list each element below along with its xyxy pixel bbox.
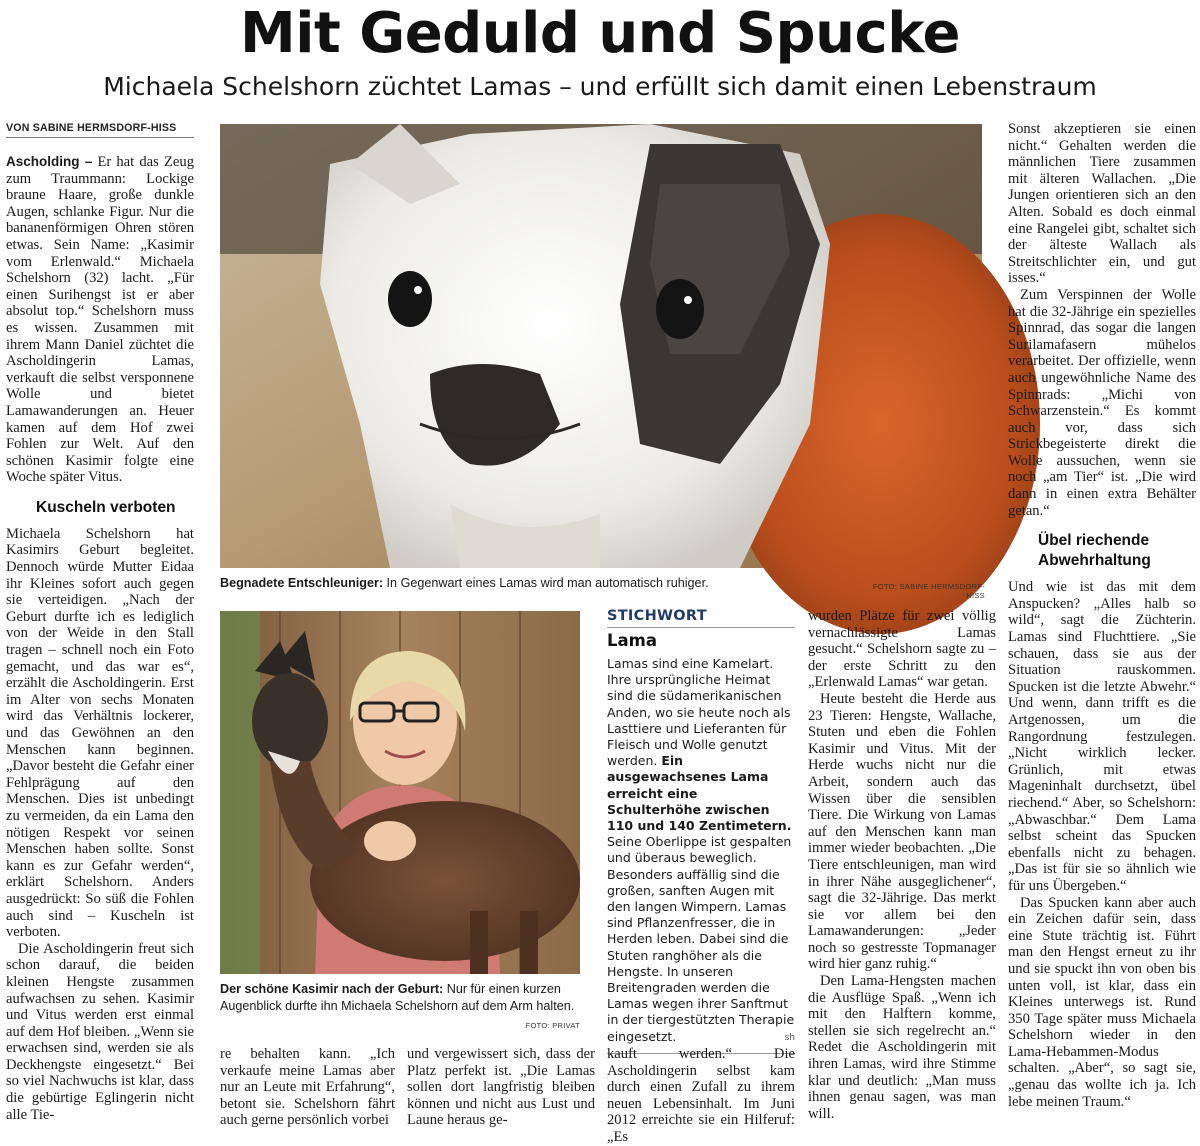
llama-closeup-image — [220, 124, 982, 568]
stichwort-box — [607, 608, 795, 1054]
second-photo-credit: FOTO: PRIVAT — [525, 1021, 580, 1030]
dateline: Ascholding – — [6, 154, 93, 169]
column-5 — [808, 608, 996, 1122]
headline: Mit Geduld und Spucke — [240, 1, 960, 66]
paragraph: Heute besteht die Herde aus 23 Tieren: Hengste, Wallache, Stuten und eben die Fohlen Kasimir und Vitus. Mit der Herde wuchs nicht nur die Arbeit, sondern auch das Wissen über die sensiblen Tiere. Die Wirkung von Lamas auf den Menschen kann man immer wieder beobachten. „Die Tiere entschleunigen, man wird in ihrer Nähe ausgeglichener“, sagt die 32-Jährige. Das merkt sie vor allem bei den Lamawanderungen: „Jeder noch so gestresste Topmanager wird hier ganz ruhig.“ — [808, 690, 996, 973]
column-2-bottom — [220, 1046, 395, 1129]
caption-text: In Gegenwart eines Lamas wird man automatisch ruhiger. — [383, 576, 709, 590]
stichwort-kicker: STICHWORT — [607, 608, 795, 628]
paragraph: Und wie ist das mit dem Anspucken? „Alles halb so wild“, sagt die Züchterin. Lamas sind Fluchttiere. „Sie schauen, dass sie aus der Situation rauskommen. Spucken ist die letzte Abwehr.“ Und wenn, dann trifft es die Artgenossen, um die Rangordnung festzulegen. „Nicht wirklich lecker. Grünlich, mit etwas Mageninhalt durchsetzt, übel riechend.“ Aber, so Schelshorn: „Abwaschbar.“ Dem Lama selbst scheint das Spucken ebenfalls nicht zu behagen. „Das ist für sie so ähnlich wie für uns Übergeben.“ — [1008, 579, 1196, 894]
woman-holding-llama-image — [220, 611, 580, 974]
stichwort-signature: sh — [784, 1032, 795, 1043]
paragraph: re behalten kann. „Ich verkaufe meine Lamas aber nur an Leute mit Erfahrung“, betont sie. Schelshorn fährt auch gerne persönlich vorbei — [220, 1046, 395, 1129]
second-photo-caption — [220, 981, 592, 1015]
subhead-kuscheln: Kuscheln verboten — [36, 498, 176, 516]
byline: VON SABINE HERMSDORF-HISS — [6, 122, 194, 138]
paragraph: Zum Verspinnen der Wolle hat die 32-Jährige ein spezielles Spinnrad, das sogar die langen Surilamafasern mühelos verarbeitet. Der offizielle, wenn auch ungewöhnliche Name des Spinnrads: „Michi von Schwarzenstein.“ Es kommt auch vor, dass sich Strickbegeisterte direkt die Wolle aussuchen, wenn sie noch „am Tier“ ist. „Die wird dann in einen extra Behälter getan.“ — [1008, 286, 1196, 519]
main-photo-credit: FOTO: SABINE HERMSDORF-HISS — [872, 582, 985, 600]
stichwort-body — [607, 656, 795, 1045]
caption-bold: Begnadete Entschleuniger: — [220, 576, 384, 590]
stichwort-text: Seine Oberlippe ist gespalten und überaus beweglich. Besonders auffällig sind die großen, sanften Augen mit den langen Wimpern. Lamas sind Pflanzenfresser, die in Herden leben. Dabei sind die Stuten ranghöher als die Hengste. In unseren Breitengraden werden die Lamas wegen ihrer Sanftmut in der tiergestützten Therapie eingesetzt. — [607, 834, 795, 1044]
paragraph: Sonst akzeptieren sie einen nicht.“ Gehalten werden die männlichen Tiere zusammen mit älteren Wallachen. „Die Jungen orientieren sich an den Alten. Sobald es doch einmal eine Rangelei gibt, schaltet sich der älteste Wallach als Streitschlichter ein, und gut isses.“ — [1008, 121, 1196, 287]
paragraph: und vergewissert sich, dass der Platz perfekt ist. „Die Lamas sollen dort langfristig bleiben können und nicht aus Lust und Laune heraus ge- — [407, 1046, 595, 1129]
paragraph: Die Ascholdingerin freut sich schon darauf, die beiden kleinen Hengste zusammen aufwachsen zu sehen. Kasimir und Vitus werden erst einmal auf dem Hof bleiben. „Wenn sie erwachsen sind, werden sie als Deckhengste eingesetzt.“ Bei so viel Nachwuchs ist klar, dass die gebürtige Eglingerin nicht alle Tie- — [6, 940, 194, 1123]
paragraph: Michaela Schelshorn hat Kasimirs Geburt begleitet. Dennoch würde Mutter Eidaa ihr Kleines sofort auch gegen sie verteidigen. „Nach der Geburt durfte ich es lediglich von der Weide in den Stall tragen – schnell noch ein Foto gemacht, und das war es“, erzählt die Ascholdingerin. Erst im Alter von sechs Monaten wird das Verhältnis lockerer, und das Gewöhnen an den Menschen kann beginnen. „Davor besteht die Gefahr einer Fehlprägung auf den Menschen. Dies ist unbedingt zu vermeiden, da ein Lama den nötigen Respekt vor seinen Menschen haben sollte. Sonst kann es zur Gefahr werden“, erklärt Schelshorn. Anders ausgedrückt: So süß die Fohlen auch sind – Kuscheln ist verboten. — [6, 525, 194, 941]
column-4-bottom — [607, 1046, 795, 1146]
caption-text: Nur für einen kurzen Augenblick durfte ihn Michaela Schelshorn auf dem Arm halten. — [220, 982, 575, 1013]
lead-paragraph — [6, 154, 194, 486]
subhead-abwehrhaltung: Übel riechende Abwehrhaltung — [1038, 532, 1151, 570]
subheadline: Michaela Schelshorn züchtet Lamas – und erfüllt sich damit einen Lebenstraum — [103, 72, 1097, 101]
paragraph: Den Lama-Hengsten machen die Ausflüge Spaß. „Wenn ich mit den Halftern komme, stellen sie sich regelrecht an.“ Redet die Ascholdingerin mit ihren Lamas, wird ihre Stimme klar und deutlich: „Man muss ihnen genau sagen, was man will. — [808, 973, 996, 1122]
paragraph: Das Spucken kann aber auch ein Zeichen dafür sein, dass eine Stute trächtig ist. Führt man den Hengst erneut zu ihr und sie spuckt ihn von oben bis unten voll, ist klar, dass ein Kleines unterwegs ist. Rund 350 Tage später muss Michaela Schelshorn wieder in den Lama-Hebammen-Modus schalten. „Aber“, so sagt sie, „genau das wollte ich ja. Ich lebe meinen Traum.“ — [1008, 894, 1196, 1110]
main-photo-llama — [220, 124, 982, 568]
paragraph: wurden Plätze für zwei völlig vernachlässigte Lamas gesucht.“ Schelshorn sagte zu – der erste Schritt zu den „Erlenwald Lamas“ war getan. — [808, 608, 996, 691]
paragraph: kauft werden.“ Die Ascholdingerin selbst kam durch einen Zufall zu ihrem neuen Lebensinhalt. Im Juni 2012 erreichte sie ein Hilferuf: „Es — [607, 1046, 795, 1145]
column-6 — [1008, 121, 1196, 1110]
caption-bold: Der schöne Kasimir nach der Geburt: — [220, 982, 444, 996]
stichwort-text: Lamas sind eine Kamelart. Ihre ursprüngliche Heimat sind die südamerikanischen Anden, wo sie heute noch als Lasttiere und Lieferanten für Fleisch und Wolle genutzt werden. — [607, 656, 791, 769]
column-3-bottom — [407, 1046, 595, 1129]
stichwort-bold-text: Ein ausgewachsenes Lama erreicht eine Schulterhöhe zwischen 110 und 140 Zentimetern. — [607, 753, 792, 834]
main-photo-caption — [220, 575, 840, 592]
stichwort-term: Lama — [607, 631, 657, 650]
lead-text: Er hat das Zeug zum Traummann: Lockige braune Haare, große dunkle Augen, schlanke Figur. Nur die bananenförmigen Ohren stören etwas. Sein Name: „Kasimir vom Erlenwald.“ Michaela Schelshorn (32) lacht. „Für einen Surihengst ist er aber absolut top.“ Schelshorn muss es wissen. Zusammen mit ihrem Mann Daniel züchtet die Ascholdingerin Lamas, verkauft die selbst versponnene Wolle und bietet Lamawanderungen an. Heuer kamen auf dem Hof zwei Fohlen zur Welt. Auf den schönen Kasimir folgte eine Woche später Vitus. — [6, 154, 194, 486]
second-photo-woman-with-llama — [220, 611, 580, 974]
column-1 — [6, 154, 194, 1123]
